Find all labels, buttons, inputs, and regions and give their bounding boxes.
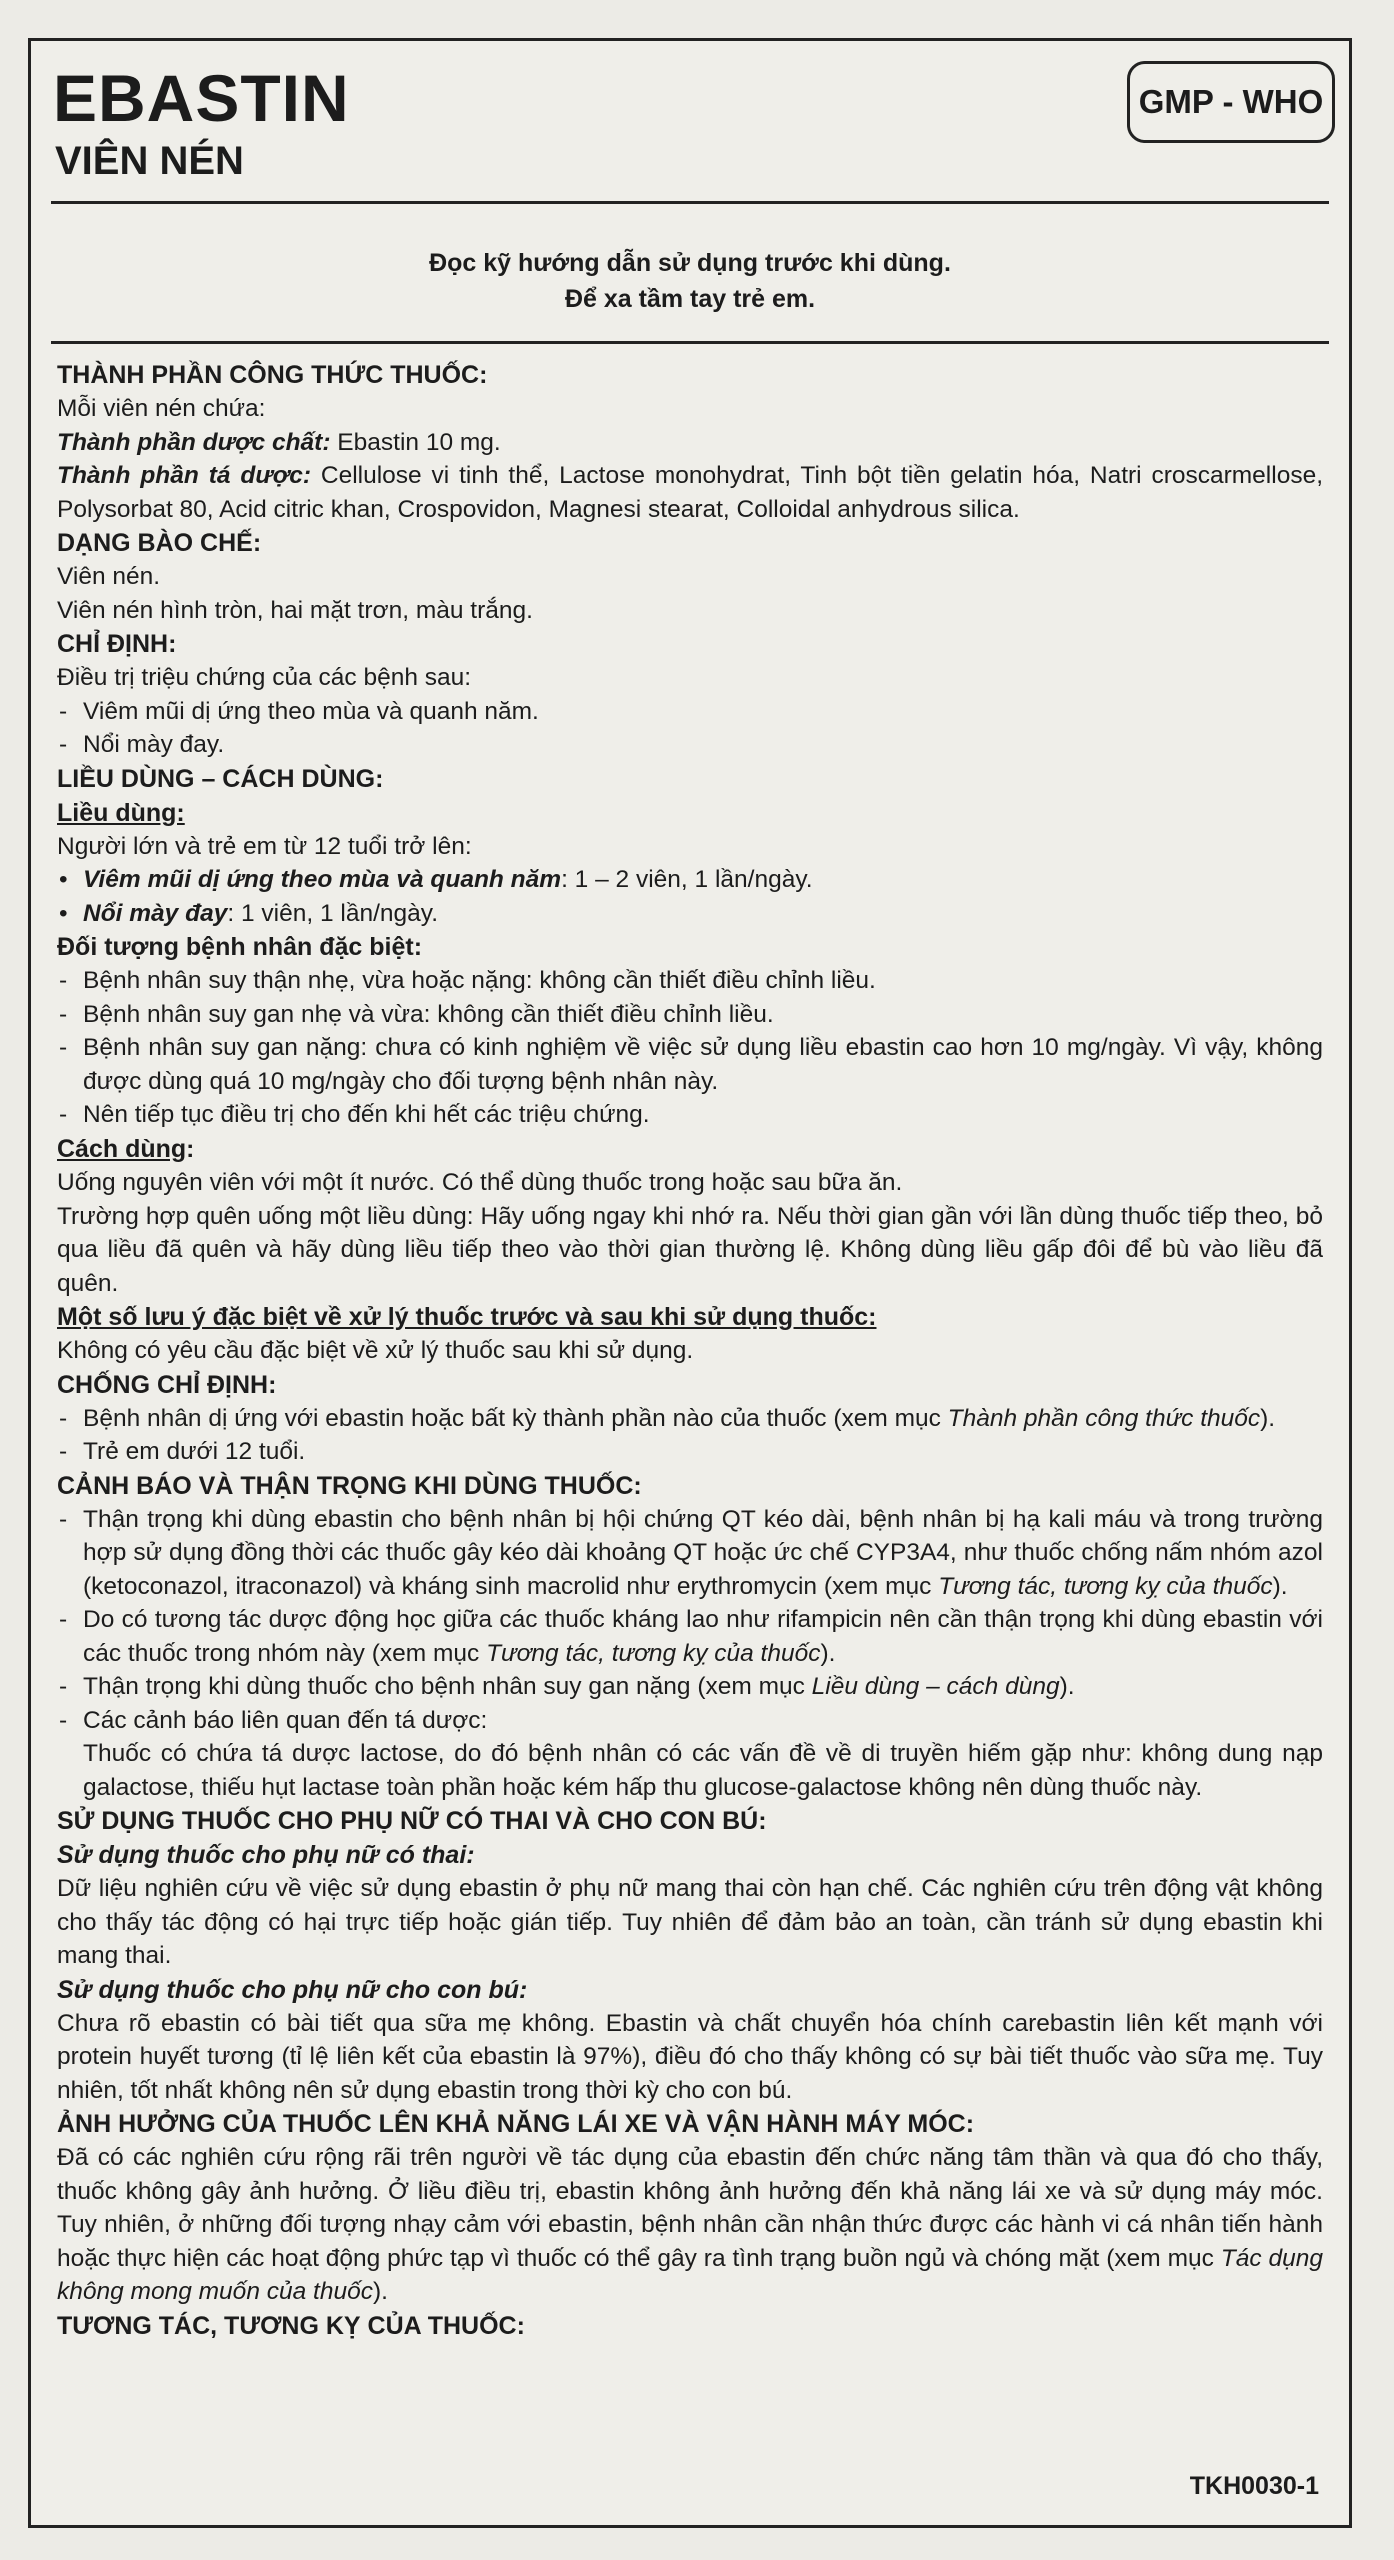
warning-keep-away: Để xa tầm tay trẻ em. — [564, 285, 816, 313]
list-item: - Nổi mày đay. — [57, 728, 1323, 762]
list-item: - Nên tiếp tục điều trị cho đến khi hết các triệu chứng. — [57, 1098, 1323, 1132]
handling-title: Một số lưu ý đặc biệt về xử lý thuốc trước và sau khi sử dụng thuốc: — [57, 1303, 877, 1331]
indications-list — [57, 695, 1323, 762]
section-title-driving: ẢNH HƯỞNG CỦA THUỐC LÊN KHẢ NĂNG LÁI XE VÀ VẬN HÀNH MÁY MÓC: — [57, 2110, 975, 2138]
leaflet-content — [31, 344, 1349, 2343]
list-item — [57, 1670, 1323, 1704]
section-reference: Liều dùng – cách dùng — [811, 1673, 1060, 1700]
warnings-list — [57, 1503, 1323, 1738]
composition-intro: Mỗi viên nén chứa: — [57, 395, 266, 422]
administration-label: Cách dùng — [57, 1134, 187, 1163]
special-population-list — [57, 964, 1323, 1132]
list-item: - Viêm mũi dị ứng theo mùa và quanh năm. — [57, 695, 1323, 729]
list-item: - Các cảnh báo liên quan đến tá dược: — [57, 1704, 1323, 1738]
driving-text — [57, 2141, 1323, 2309]
section-reference: Tương tác, tương kỵ của thuốc — [938, 1572, 1273, 1600]
dosage-form-line: Viên nén hình tròn, hai mặt trơn, màu trắng. — [57, 596, 533, 624]
list-item — [57, 1603, 1323, 1670]
section-reference: Thành phần công thức thuốc — [947, 1404, 1261, 1432]
list-item — [57, 897, 1323, 931]
excipient-label: Thành phần tá dược: — [57, 462, 312, 489]
leaflet-header — [31, 41, 1349, 211]
dose1-label: Viêm mũi dị ứng theo mùa và quanh năm — [83, 866, 562, 893]
list-item: - Bệnh nhân suy gan nặng: chưa có kinh nghiệm về việc sử dụng liều ebastin cao hơn 10 mg/ngày. Vì vậy, không được dùng quá 10 mg/ngày cho đối tượng bệnh nhân này. — [57, 1031, 1323, 1098]
section-reference: Tương tác, tương kỵ của thuốc — [486, 1639, 821, 1667]
active-value: Ebastin 10 mg. — [330, 428, 501, 456]
list-item: - Bệnh nhân suy thận nhẹ, vừa hoặc nặng: không cần thiết điều chỉnh liều. — [57, 964, 1323, 998]
dose1-value: : 1 – 2 viên, 1 lần/ngày. — [561, 866, 813, 893]
dose2-label: Nổi mày đay — [83, 899, 228, 927]
excipient-value: Cellulose vi tinh thể, Lactose monohydrat, Tinh bột tiền gelatin hóa, Natri croscarmellose, Polysorbat 80, Acid citric khan, Crospovidon, Magnesi stearat, Colloidal anhydrous silica. — [57, 462, 1323, 523]
dosage-subtitle: VIÊN NÉN — [55, 139, 244, 183]
subsection-administration — [57, 1132, 1323, 1167]
handling-text: Không có yêu cầu đặc biệt về xử lý thuốc sau khi sử dụng. — [57, 1337, 694, 1364]
dose-intro: Người lớn và trẻ em từ 12 tuổi trở lên: — [57, 832, 472, 860]
warning-notice — [31, 245, 1349, 317]
dosage-form-line: Viên nén. — [57, 563, 161, 590]
header-divider — [51, 201, 1329, 204]
section-title-composition: THÀNH PHẦN CÔNG THỨC THUỐC: — [57, 361, 488, 389]
list-item — [57, 1402, 1323, 1436]
administration-text: Uống nguyên viên với một ít nước. Có thể dùng thuốc trong hoặc sau bữa ăn. — [57, 1169, 903, 1196]
item-end: ). — [1059, 1673, 1075, 1700]
administration-colon: : — [186, 1135, 195, 1163]
indications-intro: Điều trị triệu chứng của các bệnh sau: — [57, 664, 472, 691]
dose-list — [57, 863, 1323, 930]
missed-dose-text: Trường hợp quên uống một liều dùng: Hãy uống ngay khi nhớ ra. Nếu thời gian gần với lần dùng thuốc tiếp theo, bỏ qua liều đã quên và hãy dùng liều tiếp theo vào thời gian thường lệ. Không dùng liều gấp đôi để bù vào liều đã quên. — [57, 1202, 1323, 1297]
item-end: ). — [820, 1639, 836, 1667]
special-population-title: Đối tượng bệnh nhân đặc biệt: — [57, 933, 423, 961]
dose2-value: : 1 viên, 1 lần/ngày. — [227, 899, 438, 927]
item-text: Thận trọng khi dùng thuốc cho bệnh nhân suy gan nặng (xem mục — [83, 1673, 812, 1700]
item-end: ). — [1272, 1572, 1288, 1600]
item-end: ). — [373, 2278, 388, 2305]
contraindications-list — [57, 1402, 1323, 1469]
item-text: Bệnh nhân dị ứng với ebastin hoặc bất kỳ thành phần nào của thuốc (xem mục — [83, 1404, 948, 1432]
list-item — [57, 863, 1323, 897]
pregnancy-subtitle: Sử dụng thuốc cho phụ nữ có thai: — [57, 1841, 475, 1869]
composition-active — [57, 426, 1323, 460]
pregnancy-text: Dữ liệu nghiên cứu về việc sử dụng ebastin ở phụ nữ mang thai còn hạn chế. Các nghiên cứu trên động vật không cho thấy tác động có hại trực tiếp hoặc gián tiếp. Tuy nhiên để đảm bảo an toàn, cần tránh sử dụng ebastin khi mang thai. — [57, 1875, 1323, 1969]
document-code: TKH0030-1 — [1189, 2472, 1319, 2500]
list-item: - Trẻ em dưới 12 tuổi. — [57, 1435, 1323, 1469]
composition-excipients — [57, 459, 1323, 526]
section-title-interactions: TƯƠNG TÁC, TƯƠNG KỴ CỦA THUỐC: — [57, 2311, 525, 2340]
section-title-pregnancy: SỬ DỤNG THUỐC CHO PHỤ NỮ CÓ THAI VÀ CHO CON BÚ: — [57, 1807, 767, 1835]
lactation-subtitle: Sử dụng thuốc cho phụ nữ cho con bú: — [57, 1975, 528, 2004]
list-item: - Bệnh nhân suy gan nhẹ và vừa: không cần thiết điều chỉnh liều. — [57, 998, 1323, 1032]
item-text: Thận trọng khi dùng ebastin cho bệnh nhân bị hội chứng QT kéo dài, bệnh nhân bị hạ kali máu và trong trường hợp sử dụng đồng thời các thuốc gây kéo dài khoảng QT hoặc ức chế CYP3A4, như thuốc chống nấm nhóm azol (ketoconazol, itraconazol) và kháng sinh macrolid như erythromycin (xem mục — [83, 1505, 1323, 1600]
section-title-contraindications: CHỐNG CHỈ ĐỊNH: — [57, 1370, 277, 1399]
excipient-warning-text: Thuốc có chứa tá dược lactose, do đó bệnh nhân có các vấn đề về di truyền hiếm gặp như: không dung nạp galactose, thiếu hụt lactase toàn phần hoặc kém hấp thu glucose-galactose không nên dùng thuốc này. — [83, 1740, 1323, 1801]
section-title-indications: CHỈ ĐỊNH: — [57, 630, 177, 658]
item-text: Đã có các nghiên cứu rộng rãi trên người về tác dụng của ebastin đến chức năng tâm thần và qua đó cho thấy, thuốc không gây ảnh hưởng. Ở liều điều trị, ebastin không ảnh hưởng đến khả năng lái xe và sử dụng máy móc. Tuy nhiên, ở những đối tượng nhạy cảm với ebastin, bệnh nhân cần nhận thức được các hành vi cá nhân tiến hành hoặc thực hiện các hoạt động phức tạp vì thuốc có thể gây ra tình trạng buồn ngủ và chóng mặt (xem mục — [57, 2144, 1323, 2272]
section-title-warnings: CẢNH BÁO VÀ THẬN TRỌNG KHI DÙNG THUỐC: — [57, 1471, 642, 1500]
section-title-dosage-form: DẠNG BÀO CHẾ: — [57, 529, 262, 557]
section-reference: Tác dụng không mong muốn của thuốc — [57, 2244, 1323, 2305]
subsection-dose: Liều dùng: — [57, 798, 185, 827]
warning-read-instructions: Đọc kỹ hướng dẫn sử dụng trước khi dùng. — [429, 249, 951, 277]
gmp-who-badge: GMP - WHO — [1127, 61, 1335, 143]
lactation-text: Chưa rõ ebastin có bài tiết qua sữa mẹ không. Ebastin và chất chuyển hóa chính carebastin liên kết mạnh với protein huyết tương (tỉ lệ liên kết của ebastin là 97%), điều đó cho thấy không có sự bài tiết thuốc vào sữa mẹ. Tuy nhiên, tốt nhất không nên sử dụng ebastin trong thời kỳ cho con bú. — [57, 2009, 1323, 2104]
section-title-dosage: LIỀU DÙNG – CÁCH DÙNG: — [57, 764, 384, 793]
item-text: Do có tương tác dược động học giữa các thuốc kháng lao như rifampicin nên cần thận trọng khi dùng ebastin với các thuốc trong nhóm này (xem mục — [83, 1606, 1323, 1667]
brand-name: EBASTIN — [53, 61, 350, 135]
list-item — [57, 1503, 1323, 1604]
active-label: Thành phần dược chất: — [57, 428, 331, 456]
leaflet-sheet — [28, 38, 1352, 2528]
item-end: ). — [1260, 1404, 1276, 1432]
